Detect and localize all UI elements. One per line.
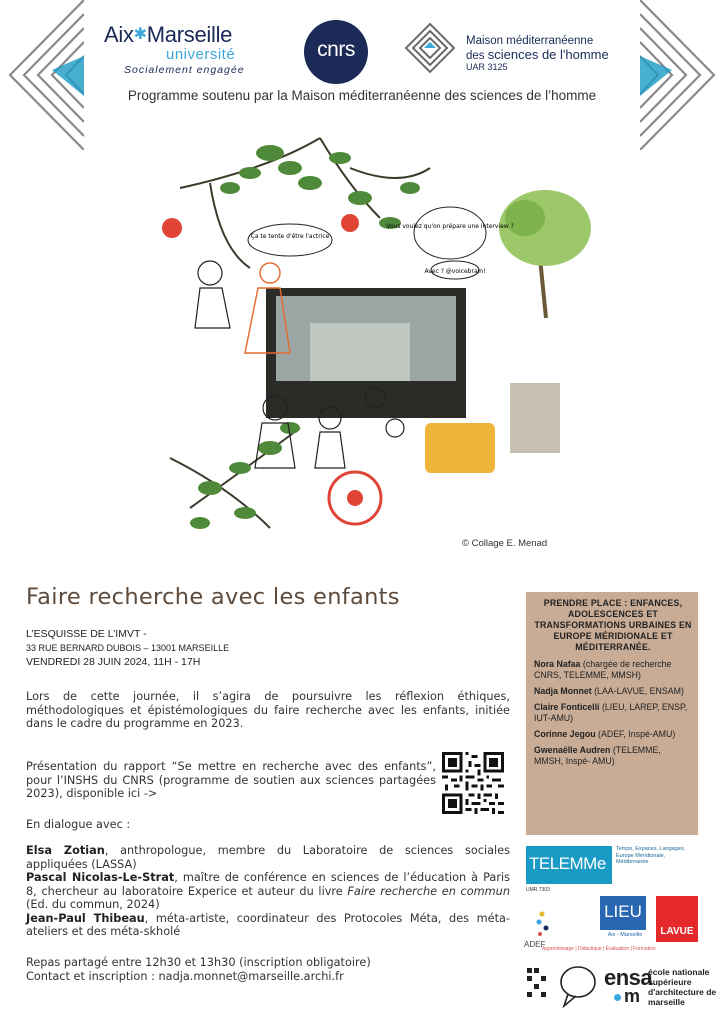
organizer-item: Claire Fonticelli (LIEU, LAREP, ENSP, IUT-AMU)	[534, 702, 688, 723]
telemme-umr: UMR 7303	[526, 887, 550, 893]
mmsh-line1: Maison méditerranéenne	[466, 35, 594, 47]
organizers-list	[534, 659, 692, 767]
meal-info: Repas partagé entre 12h30 et 13h30 (inscription obligatoire)	[26, 956, 371, 969]
cnrs-logo-text: cnrs	[317, 38, 355, 61]
amu-subtitle: université	[166, 46, 236, 63]
ensam-description: école nationale supérieure d'architecture de marseille	[648, 967, 717, 1007]
adef-subtitle: Apprentissage | Didactique | Évaluation | Formation	[542, 946, 656, 952]
mmsh-line3: UAR 3125	[466, 62, 508, 72]
ensam-wordmark-m: m	[624, 986, 641, 1006]
venue-name: L’ESQUISSE DE L’IMVT -	[26, 628, 147, 640]
ensam-bubble-icon	[558, 962, 598, 1008]
program-panel	[526, 592, 698, 835]
speech-bubble-2: Vous voulez qu'on prépare une interview ?	[386, 223, 514, 230]
speaker-item: Jean-Paul Thibeau, méta-artiste, coordinateur des Protocoles Méta, des méta-ateliers et des méta-skholé	[26, 911, 510, 938]
organizer-item: Gwenaëlle Audren (TELEMME, MMSH, Inspé- AMU)	[534, 745, 661, 766]
speakers-list	[26, 844, 510, 939]
organizer-item: Nadja Monnet (LAA-LAVUE, ENSAM)	[534, 686, 684, 696]
mmsh-diamond-icon	[404, 22, 456, 74]
speech-bubble-1: Ça te tente d'être l'actrice	[250, 233, 330, 240]
organizer-item: Corinne Jegou (ADEF, Inspé-AMU)	[534, 729, 676, 739]
contact-info[interactable]: Contact et inscription : nadja.monnet@marseille.archi.fr	[26, 969, 344, 983]
organizer-item: Nora Nafaa (chargée de recherche CNRS, TELEMME, MMSH)	[534, 659, 672, 680]
adef-label: ADEF	[524, 940, 546, 949]
telemme-logo: TELEMMe	[526, 846, 612, 884]
qr-code[interactable]	[442, 752, 504, 814]
mmsh-line2: des sciences de l'homme	[466, 47, 609, 62]
mokis-logo-icon	[524, 962, 554, 1014]
program-support-line: Programme soutenu par la Maison méditerranéenne des sciences de l’homme	[127, 88, 597, 103]
collage-illustration	[150, 128, 600, 548]
left-corner-ornament	[0, 0, 84, 150]
ensam-dot-icon	[614, 994, 621, 1001]
ensam-wordmark: ensa	[604, 965, 653, 990]
venue-address: 33 RUE BERNARD DUBOIS – 13001 MARSEILLE	[26, 643, 230, 653]
collage-credit: © Collage E. Menad	[462, 538, 548, 549]
amu-tagline: Socialement engagée	[124, 64, 245, 76]
practical-info	[26, 956, 516, 983]
amu-logo	[104, 22, 274, 82]
intro-paragraph: Lors de cette journée, il s’agira de poursuivre les réflexion éthiques, méthodologiques et épistémologiques du faire recherche avec les enfants, initiée dans le cadre du programme en 2023.	[26, 690, 510, 730]
event-title: Faire recherche avec les enfants	[26, 584, 400, 610]
dialogue-intro: En dialogue avec :	[26, 818, 131, 831]
lavue-logo: LAVUE	[656, 896, 698, 942]
telemme-description: Temps, Espaces, Langages, Europe Méridionale, Méditerranée	[616, 846, 686, 865]
speech-bubble-3: Avec ? @voicebrain!	[424, 268, 486, 275]
mmsh-logo-text	[466, 35, 609, 72]
speaker-item: Pascal Nicolas-Le-Strat, maître de conférence en sciences de l’éducation à Paris 8, chercheur au laboratoire Experice et auteur du livre Faire recherche en commun (Ed. du commun, 2024)	[26, 871, 510, 911]
right-corner-ornament	[640, 0, 724, 150]
cnrs-logo	[304, 20, 368, 84]
lieu-logo: LIEU	[600, 896, 646, 930]
report-paragraph: Présentation du rapport “Se mettre en recherche avec des enfants”, pour l’INSHS du CNRS (programme de soutien aux sciences partagées 2023), disponible ici ->	[26, 760, 436, 800]
venue-block	[26, 627, 229, 669]
event-date: VENDREDI 28 JUIN 2024, 11H - 17H	[26, 656, 201, 668]
lieu-subtitle: Aix - Marseille	[607, 932, 643, 938]
amu-name: Aix✱Marseille	[104, 22, 233, 47]
star-icon: ✱	[133, 26, 147, 43]
panel-heading: PRENDRE PLACE : ENFANCES, ADOLESCENCES ET TRANSFORMATIONS URBAINES EN EUROPE MÉRIDIONALE ET MÉDITERRANÉE.	[534, 598, 692, 652]
speaker-item: Elsa Zotian, anthropologue, membre du Laboratoire de sciences sociales appliquées (LASSA)	[26, 844, 510, 871]
